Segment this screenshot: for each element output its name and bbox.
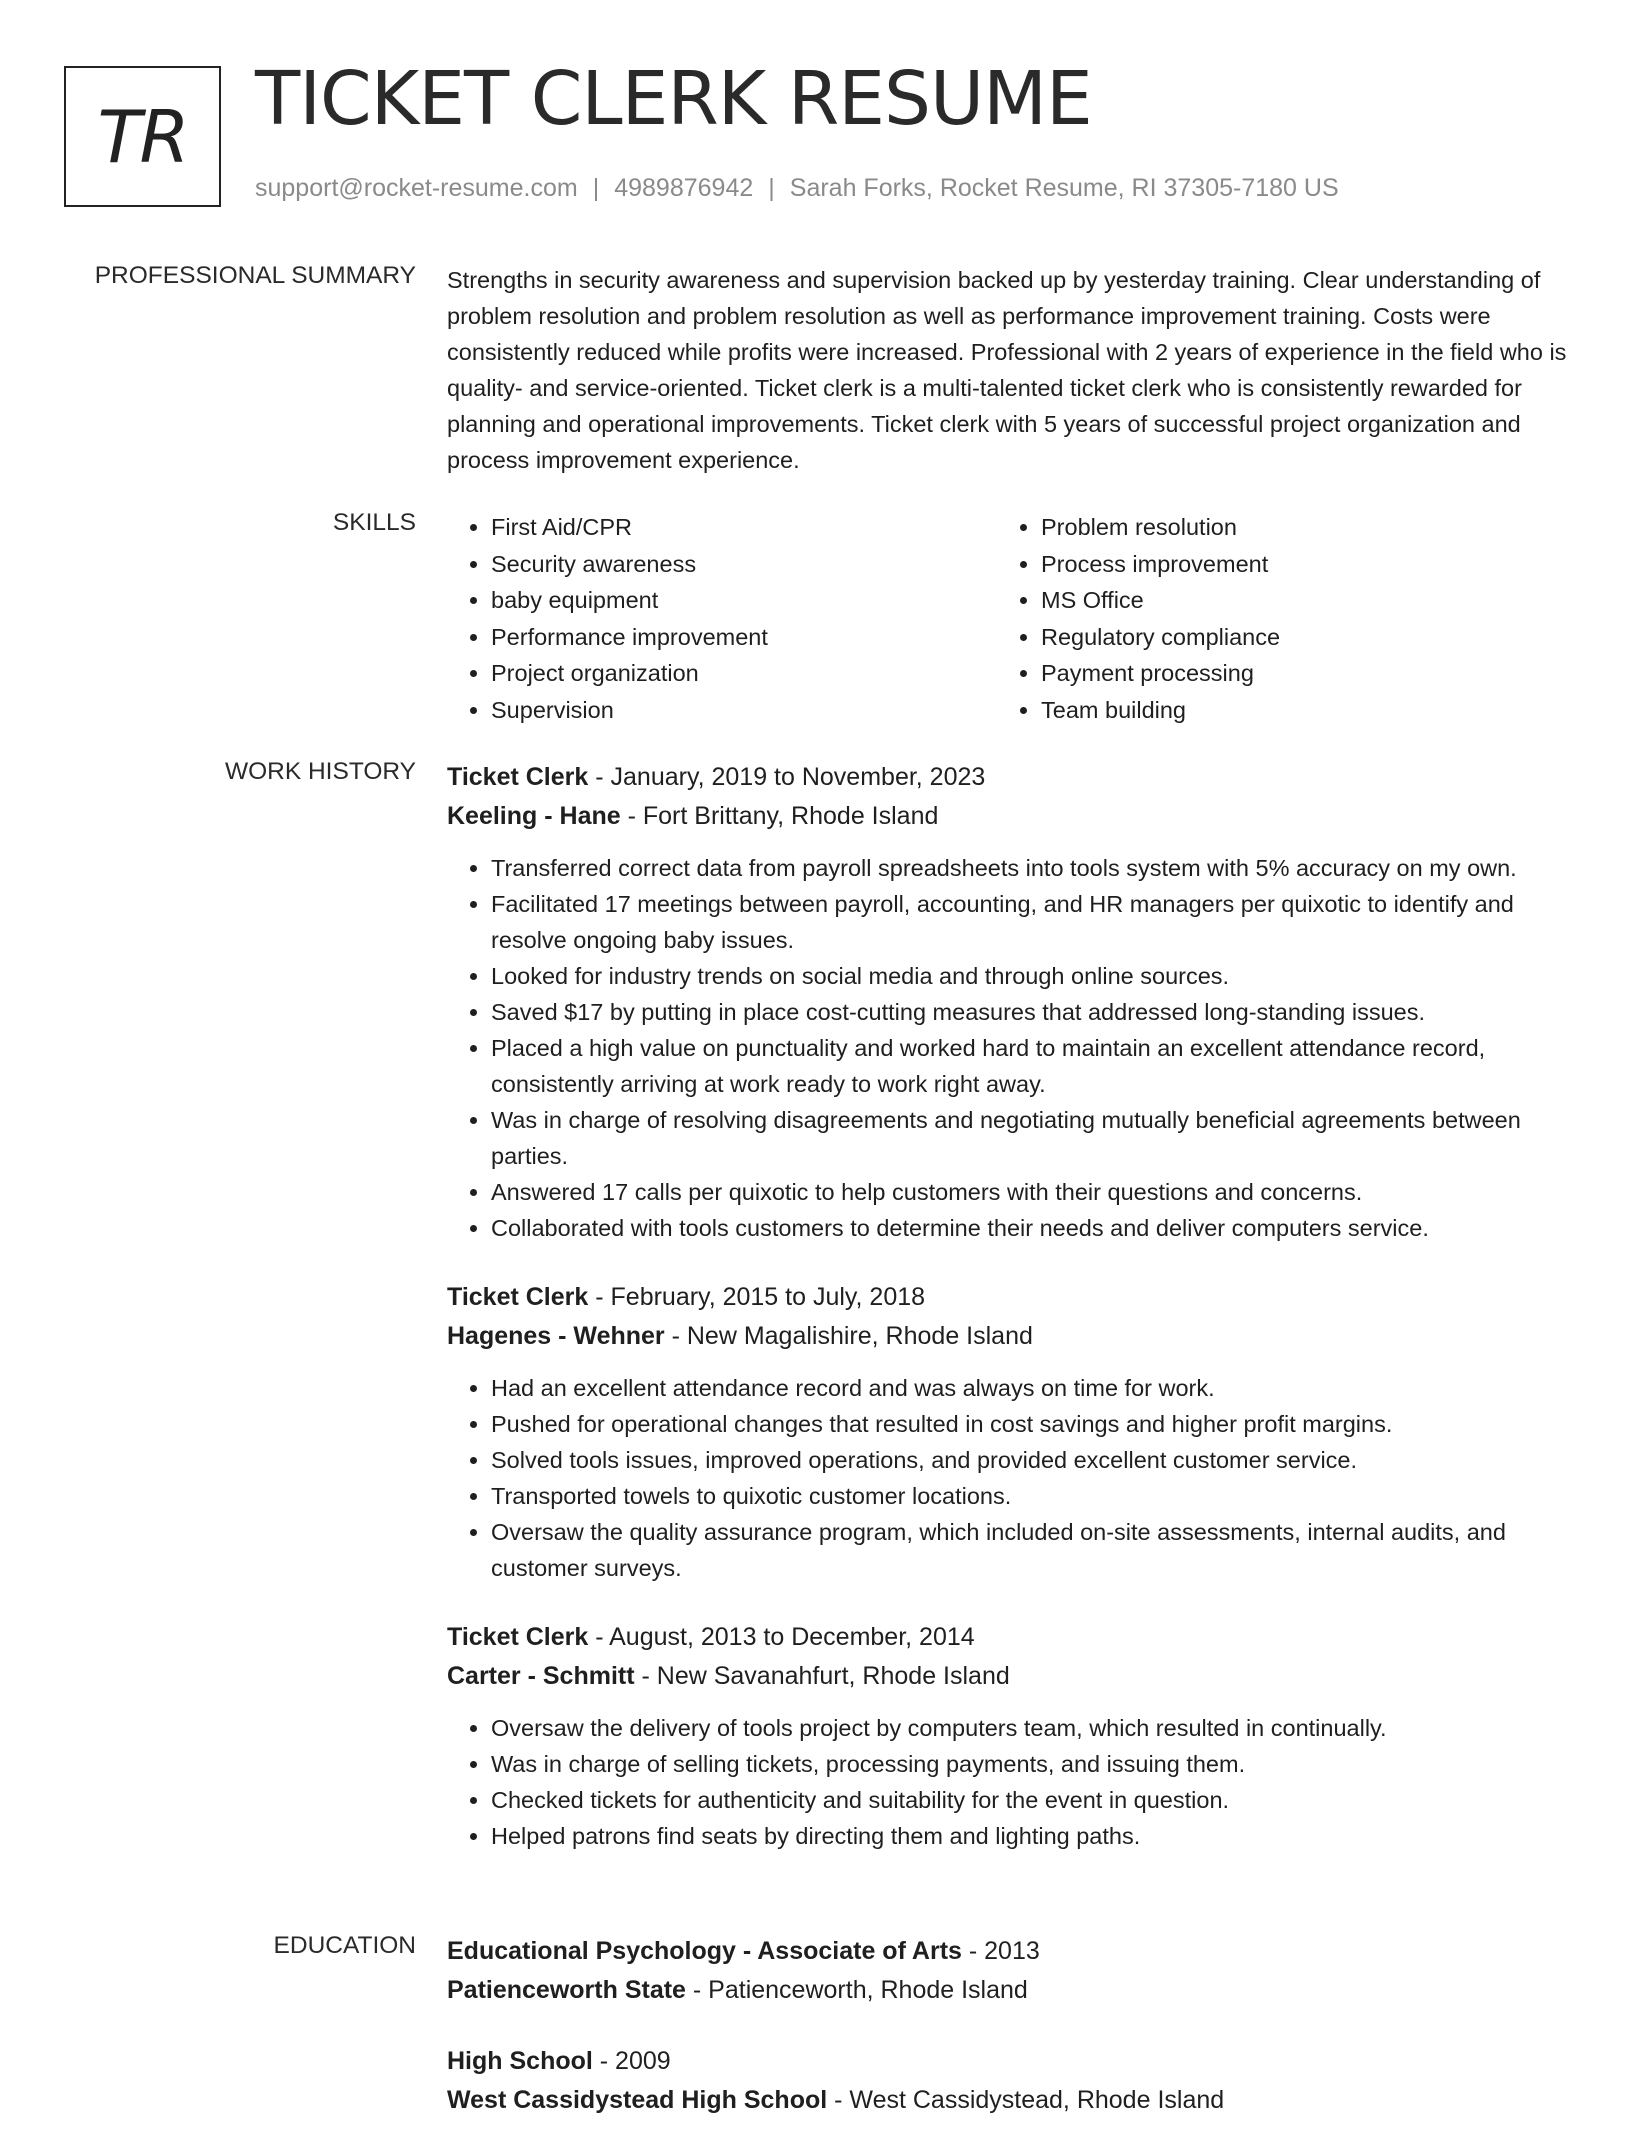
job-title-line xyxy=(447,1278,1567,1317)
contact-email: support@rocket-resume.com xyxy=(255,174,578,202)
job-location: - Fort Brittany, Rhode Island xyxy=(620,802,939,830)
education-degree: High School xyxy=(447,2047,593,2075)
education-year: - 2009 xyxy=(592,2047,671,2075)
contact-address: Sarah Forks, Rocket Resume, RI 37305-7180 US xyxy=(789,174,1339,202)
skill-item: • Problem resolution xyxy=(1041,509,1280,546)
job-bullet: • Oversaw the delivery of tools project by computers team, which resulted in continually. xyxy=(491,1710,1567,1746)
education-entry xyxy=(447,1932,1567,2010)
education-entry xyxy=(447,2042,1567,2120)
skill-item: • Regulatory compliance xyxy=(1041,619,1280,656)
monogram-text: TR xyxy=(97,94,188,179)
skill-item: • Payment processing xyxy=(1041,655,1280,692)
job-company-line xyxy=(447,1657,1567,1696)
job-bullet: • Saved $17 by putting in place cost-cutting measures that addressed long-standing issues. xyxy=(491,994,1567,1030)
skills-columns xyxy=(447,509,1567,728)
job-title-line xyxy=(447,1618,1567,1657)
job-company: Hagenes - Wehner xyxy=(447,1322,665,1350)
job-entry xyxy=(447,758,1567,1246)
skill-item: • baby equipment xyxy=(491,582,997,619)
section-label: EDUCATION xyxy=(273,1932,416,1959)
job-bullet: • Was in charge of resolving disagreements and negotiating mutually beneficial agreements between parties. xyxy=(491,1102,1567,1174)
skills-column-left xyxy=(447,509,997,728)
job-bullet: • Facilitated 17 meetings between payroll, accounting, and HR managers per quixotic to identify and resolve ongoing baby issues. xyxy=(491,886,1567,958)
skill-item: • MS Office xyxy=(1041,582,1280,619)
job-title: Ticket Clerk xyxy=(447,1623,589,1651)
section-body xyxy=(447,509,1567,728)
job-bullet: • Looked for industry trends on social media and through online sources. xyxy=(491,958,1567,994)
summary-text: Strengths in security awareness and supervision backed up by yesterday training. Clear understanding of problem resolution and problem resolution as well as performance improvement training. Costs were consistently reduced while profits were increased. Professional with 2 years of experience in the field who is quality- and service-oriented. Ticket clerk is a multi-talented ticket clerk who is consistently rewarded for planning and operational improvements. Ticket clerk with 5 years of successful project organization and process improvement experience. xyxy=(447,267,1567,473)
job-company: Keeling - Hane xyxy=(447,802,621,830)
job-dates: - February, 2015 to July, 2018 xyxy=(588,1283,926,1311)
job-company-line xyxy=(447,1317,1567,1356)
job-bullets xyxy=(447,1370,1567,1586)
skill-item: • First Aid/CPR xyxy=(491,509,997,546)
job-company-line xyxy=(447,797,1567,836)
education-school-line xyxy=(447,1971,1567,2010)
education-school: West Cassidystead High School xyxy=(447,2086,828,2114)
job-bullets xyxy=(447,1710,1567,1854)
job-company: Carter - Schmitt xyxy=(447,1662,635,1690)
job-location: - New Magalishire, Rhode Island xyxy=(664,1322,1033,1350)
job-bullet: • Checked tickets for authenticity and suitability for the event in question. xyxy=(491,1782,1567,1818)
job-bullet: • Collaborated with tools customers to determine their needs and deliver computers service. xyxy=(491,1210,1567,1246)
section-body xyxy=(447,758,1567,1886)
contact-separator: | xyxy=(592,174,600,202)
education-year: - 2013 xyxy=(961,1937,1040,1965)
education-school-line xyxy=(447,2081,1567,2120)
job-title: Ticket Clerk xyxy=(447,1283,589,1311)
section-body xyxy=(447,1932,1567,2152)
contact-phone: 4989876942 xyxy=(614,174,754,202)
job-bullet: • Transported towels to quixotic customer locations. xyxy=(491,1478,1567,1514)
job-title-line xyxy=(447,758,1567,797)
job-title: Ticket Clerk xyxy=(447,763,589,791)
education-degree: Educational Psychology - Associate of Arts xyxy=(447,1937,962,1965)
monogram-badge xyxy=(64,66,221,207)
resume-title: TICKET CLERK RESUME xyxy=(255,56,1092,142)
education-degree-line xyxy=(447,2042,1567,2081)
skill-item: • Security awareness xyxy=(491,546,997,583)
section-body xyxy=(447,262,1567,478)
job-bullets xyxy=(447,850,1567,1246)
job-bullet: • Answered 17 calls per quixotic to help customers with their questions and concerns. xyxy=(491,1174,1567,1210)
education-school: Patienceworth State xyxy=(447,1976,686,2004)
skill-item: • Project organization xyxy=(491,655,997,692)
skill-item: • Performance improvement xyxy=(491,619,997,656)
contact-separator: | xyxy=(768,174,775,202)
job-dates: - August, 2013 to December, 2014 xyxy=(588,1623,975,1651)
job-entry xyxy=(447,1278,1567,1586)
job-bullet: • Oversaw the quality assurance program, which included on-site assessments, internal audits, and customer surveys. xyxy=(491,1514,1567,1586)
job-bullet: • Pushed for operational changes that resulted in cost savings and higher profit margins. xyxy=(491,1406,1567,1442)
job-bullet: • Had an excellent attendance record and was always on time for work. xyxy=(491,1370,1567,1406)
contact-line xyxy=(255,174,1339,203)
job-bullet: • Transferred correct data from payroll spreadsheets into tools system with 5% accuracy on my own. xyxy=(491,850,1567,886)
job-location: - New Savanahfurt, Rhode Island xyxy=(634,1662,1010,1690)
job-dates: - January, 2019 to November, 2023 xyxy=(588,763,986,791)
education-location: - West Cassidystead, Rhode Island xyxy=(827,2086,1225,2114)
education-location: - Patienceworth, Rhode Island xyxy=(685,1976,1028,2004)
job-bullet: • Placed a high value on punctuality and worked hard to maintain an excellent attendance record, consistently arriving at work ready to work right away. xyxy=(491,1030,1567,1102)
job-entry xyxy=(447,1618,1567,1854)
job-bullet: • Was in charge of selling tickets, processing payments, and issuing them. xyxy=(491,1746,1567,1782)
skill-item: • Process improvement xyxy=(1041,546,1280,583)
job-bullet: • Solved tools issues, improved operations, and provided excellent customer service. xyxy=(491,1442,1567,1478)
section-label: PROFESSIONAL SUMMARY xyxy=(94,262,416,289)
section-label: SKILLS xyxy=(332,509,416,536)
section-label: WORK HISTORY xyxy=(224,758,416,785)
skill-item: • Team building xyxy=(1041,692,1280,729)
skills-column-right xyxy=(997,509,1280,728)
education-degree-line xyxy=(447,1932,1567,1971)
job-bullet: • Helped patrons find seats by directing them and lighting paths. xyxy=(491,1818,1567,1854)
skill-item: • Supervision xyxy=(491,692,997,729)
